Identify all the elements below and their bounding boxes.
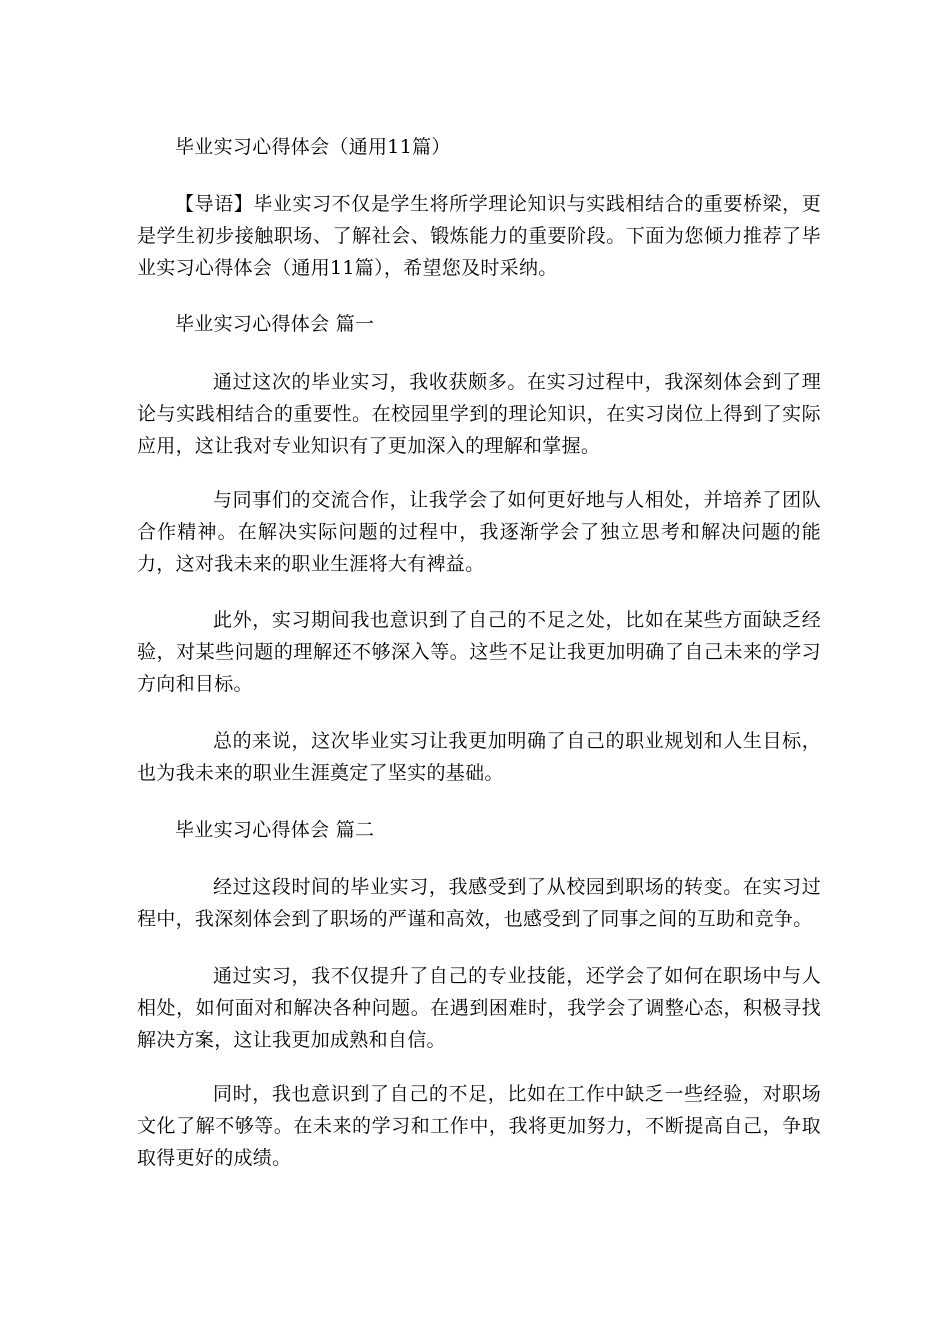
section-heading-2: 毕业实习心得体会 篇二 — [175, 819, 375, 841]
section-1-paragraph-4: 总的来说，这次毕业实习让我更加明确了自己的职业规划和人生目标，也为我未来的职业生涯奠定了坚实的基础。 — [137, 730, 821, 784]
section-1-paragraph-2: 与同事们的交流合作，让我学会了如何更好地与人相处，并培养了团队合作精神。在解决实际问题的过程中，我逐渐学会了独立思考和解决问题的能力，这对我未来的职业生涯将大有裨益。 — [137, 489, 821, 575]
document-title: 毕业实习心得体会（通用11篇） — [175, 136, 451, 158]
intro-paragraph: 【导语】毕业实习不仅是学生将所学理论知识与实践相结合的重要桥梁，更是学生初步接触职场、了解社会、锻炼能力的重要阶段。下面为您倾力推荐了毕业实习心得体会（通用11篇），希望您及时采纳。 — [137, 193, 821, 279]
section-2-paragraph-3: 同时，我也意识到了自己的不足，比如在工作中缺乏一些经验，对职场文化了解不够等。在未来的学习和工作中，我将更加努力，不断提高自己，争取取得更好的成绩。 — [137, 1083, 821, 1169]
section-1-paragraph-3: 此外，实习期间我也意识到了自己的不足之处，比如在某些方面缺乏经验，对某些问题的理解还不够深入等。这些不足让我更加明确了自己未来的学习方向和目标。 — [137, 609, 821, 695]
section-heading-1: 毕业实习心得体会 篇一 — [175, 313, 375, 335]
section-2-paragraph-2: 通过实习，我不仅提升了自己的专业技能，还学会了如何在职场中与人相处，如何面对和解决各种问题。在遇到困难时，我学会了调整心态，积极寻找解决方案，这让我更加成熟和自信。 — [137, 965, 821, 1051]
section-2-paragraph-1: 经过这段时间的毕业实习，我感受到了从校园到职场的转变。在实习过程中，我深刻体会到了职场的严谨和高效，也感受到了同事之间的互助和竞争。 — [137, 876, 821, 930]
section-1-paragraph-1: 通过这次的毕业实习，我收获颇多。在实习过程中，我深刻体会到了理论与实践相结合的重要性。在校园里学到的理论知识，在实习岗位上得到了实际应用，这让我对专业知识有了更加深入的理解和掌握。 — [137, 371, 821, 457]
